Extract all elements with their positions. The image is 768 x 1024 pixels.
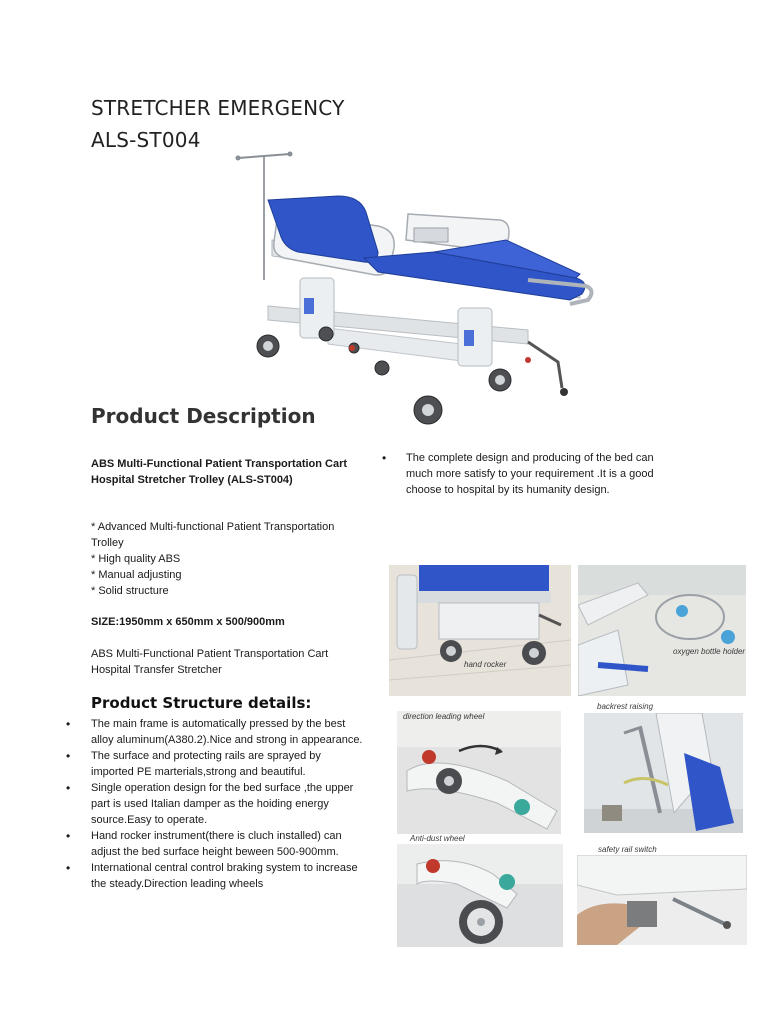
photo-direction-leading-wheel (397, 711, 561, 834)
caption-safety-rail-switch: safety rail switch (598, 845, 657, 854)
photo-oxygen-bottle-holder (578, 565, 746, 696)
feature-item: * Advanced Multi-functional Patient Transportation Trolley (91, 521, 335, 549)
product-intro (91, 456, 366, 488)
photo-hand-rocker (389, 565, 571, 696)
page-title: STRETCHER EMERGENCY (91, 96, 345, 120)
caption-direction-leading-wheel: direction leading wheel (403, 712, 485, 721)
feature-list (91, 519, 366, 599)
list-item: • The main frame is automatically pressed by the best alloy aluminum(A380.2).Nice and strong in appearance. (63, 716, 363, 748)
alt-line-1: ABS Multi-Functional Patient Transportation Cart (91, 648, 329, 660)
list-item: • The complete design and producing of the bed can much more satisfy to your requirement .It is a good choose to hospital by its humanity design. (380, 450, 680, 498)
feature-item: * High quality ABS (91, 553, 181, 565)
structure-list (63, 716, 363, 892)
product-description-heading: Product Description (91, 404, 316, 428)
list-item: • International central control braking system to increase the steady.Direction leading wheels (63, 860, 363, 892)
list-item: • The surface and protecting rails are sprayed by imported PE marterials,strong and beautiful. (63, 748, 363, 780)
photo-anti-dust-wheel (397, 844, 563, 947)
size-spec: SIZE:1950mm x 650mm x 500/900mm (91, 616, 285, 628)
right-bullet-list (380, 450, 680, 498)
structure-heading: Product Structure details: (91, 694, 312, 712)
caption-oxygen-bottle-holder: oxygen bottle holder (673, 647, 746, 656)
intro-line-1: ABS Multi-Functional Patient Transportation Cart (91, 458, 348, 470)
list-item: • Single operation design for the bed surface ,the upper part is used Italian damper as the hoiding energy source.Easy to operate. (63, 780, 363, 828)
list-item: • Hand rocker instrument(there is cluch installed) can adjust the bed surface height beween 500-900mm. (63, 828, 363, 860)
caption-anti-dust-wheel: Anti-dust wheel (410, 834, 465, 843)
stretcher-trolley-illustration (228, 148, 600, 430)
caption-hand-rocker: hand rocker (464, 660, 507, 669)
alt-name (91, 646, 366, 678)
alt-line-2: Hospital Transfer Stretcher (91, 664, 222, 676)
photo-safety-rail-switch (577, 855, 747, 945)
photo-backrest-raising (584, 713, 743, 833)
feature-item: * Manual adjusting (91, 569, 182, 581)
model-number: ALS-ST004 (91, 128, 201, 152)
intro-line-2: Hospital Stretcher Trolley (ALS-ST004) (91, 474, 293, 486)
feature-item: * Solid structure (91, 585, 169, 597)
caption-backrest-raising: backrest raising (597, 702, 654, 711)
